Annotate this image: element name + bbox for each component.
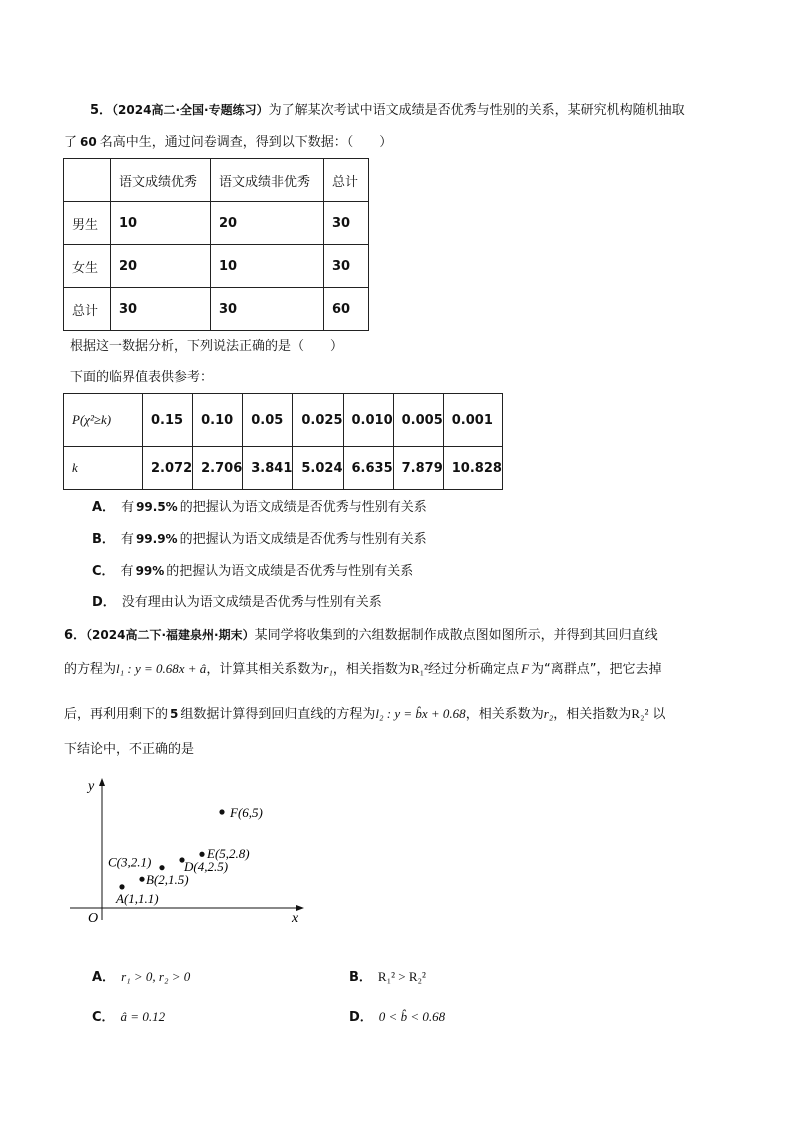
table-cell: 30 [211, 288, 324, 331]
q6-text: ，相关指数为 [332, 662, 411, 677]
table-cell: 0.025 [293, 394, 343, 447]
option-text: 的把握认为语文成绩是否优秀与性别有关系 [166, 564, 414, 579]
option-number: 99.5% [136, 500, 178, 514]
x-axis-label: x [292, 911, 299, 926]
q5-option-a[interactable] [92, 498, 427, 517]
q6-stem-text1: 某同学将收集到的六组数据制作成散点图如图所示，并得到其回归直线 [254, 628, 658, 643]
table-cell: 0.010 [343, 394, 393, 447]
q5-option-b[interactable] [92, 530, 427, 549]
option-label: A． [92, 500, 116, 515]
scatter-point-label: F(6,5) [230, 805, 263, 820]
q6-R1-squared: R₁² [410, 661, 429, 676]
table-cell: 男生 [64, 202, 111, 245]
q6-R2-squared: R₂² [631, 706, 649, 721]
q5-reference: 下面的临界值表供参考： [70, 370, 214, 385]
q6-text: 的方程为 [64, 662, 117, 677]
table-row [64, 202, 369, 245]
table-row-label: k [64, 447, 143, 490]
q5-critical-table [63, 393, 503, 490]
table-cell [64, 159, 111, 202]
q6-text: 为“离群点”，把它去掉 [531, 662, 662, 677]
option-text: 的把握认为语文成绩是否优秀与性别有关系 [179, 500, 427, 515]
option-number: 99.9% [135, 532, 178, 546]
q6-r2: r₂ [543, 706, 554, 721]
q6-number: 6． [64, 628, 87, 643]
table-row-label: P(χ²≥k) [64, 394, 143, 447]
table-cell: 0.001 [443, 394, 502, 447]
y-axis-arrow-icon [99, 778, 105, 786]
table-cell: 0.15 [143, 394, 193, 447]
q5-source: （2024高二·全国·专题练习） [112, 103, 269, 117]
q6-text: ，计算其相关系数为 [206, 662, 324, 677]
table-cell: 0.10 [193, 394, 243, 447]
q5-data-table [63, 158, 369, 331]
q6-text: 后，再利用剩下的 [64, 707, 169, 722]
q6-scatter-plot [60, 770, 320, 930]
q5-option-c[interactable] [92, 562, 413, 581]
table-cell: 2.706 [193, 447, 243, 490]
scatter-points [108, 805, 263, 906]
table-row [64, 288, 369, 331]
q6-source: （2024高二下·福建泉州·期末） [86, 628, 255, 642]
option-label: B． [92, 532, 115, 547]
table-row [64, 447, 503, 490]
table-cell: 女生 [64, 245, 111, 288]
option-text: 的把握认为语文成绩是否优秀与性别有关系 [179, 532, 427, 547]
table-cell: 0.05 [243, 394, 293, 447]
q6-count: 5 [170, 707, 179, 721]
q6-text: 经过分析确定点 [428, 662, 520, 677]
table-cell: 20 [111, 245, 211, 288]
scatter-point [159, 865, 164, 870]
option-label: D． [92, 595, 116, 610]
table-cell: 5.024 [293, 447, 343, 490]
table-cell: 30 [324, 245, 369, 288]
q6-option-d[interactable] [349, 1008, 445, 1027]
table-header: 总计 [324, 159, 369, 202]
scatter-point-label: B(2,1.5) [146, 872, 189, 888]
option-text: 0 < b̂ < 0.68 [378, 1009, 446, 1024]
scatter-point-label: A(1,1.1) [116, 890, 159, 906]
option-text-pre: 有 [120, 564, 134, 579]
table-cell: 7.879 [393, 447, 443, 490]
option-text: â = 0.12 [120, 1009, 166, 1024]
table-header: 语文成绩非优秀 [211, 159, 324, 202]
option-text: 没有理由认为语文成绩是否优秀与性别有关系 [121, 595, 382, 610]
q6-equation-l1: l₁ : y = 0.68x + â [116, 661, 207, 676]
scatter-point [119, 884, 124, 889]
q5-stem-line1 [90, 101, 685, 120]
table-cell: 30 [324, 202, 369, 245]
table-row [64, 159, 369, 202]
option-number: 99% [135, 564, 165, 578]
q6-equation-l2: l₂ : y = b̂x + 0.68 [375, 706, 466, 721]
table-cell: 0.005 [393, 394, 443, 447]
q6-text: 以 [652, 707, 666, 722]
table-cell: 30 [111, 288, 211, 331]
q5-stem-line2-pre: 了 [64, 135, 78, 150]
table-row [64, 394, 503, 447]
q6-option-c[interactable] [92, 1008, 165, 1027]
option-label: D． [349, 1010, 373, 1025]
y-axis-label: y [88, 779, 95, 794]
scatter-point [199, 852, 204, 857]
q6-stem-line3 [64, 705, 665, 724]
table-cell: 60 [324, 288, 369, 331]
q6-text: 组数据计算得到回归直线的方程为 [180, 707, 376, 722]
scatter-point-label: D(4,2.5) [184, 859, 229, 874]
table-cell: 2.072 [143, 447, 193, 490]
q5-number: 5． [90, 103, 113, 118]
q5-stem-text1: 为了解某次考试中语文成绩是否优秀与性别的关系，某研究机构随机抽取 [268, 103, 685, 118]
scatter-point-label: E(5,2.8) [207, 846, 250, 862]
q5-option-d[interactable] [92, 594, 382, 612]
scatter-point [219, 809, 224, 814]
table-cell: 3.841 [243, 447, 293, 490]
q6-stem-line1 [64, 626, 658, 645]
q6-point-f: F [521, 661, 530, 676]
scatter-point [139, 877, 144, 882]
table-cell: 10 [111, 202, 211, 245]
q6-text: ，相关指数为 [553, 707, 632, 722]
option-text-pre: 有 [120, 532, 134, 547]
option-text: R₁² > R₂² [377, 969, 426, 984]
q6-text: ，相关系数为 [465, 707, 544, 722]
q5-sample-size: 60 [80, 135, 97, 149]
table-row [64, 245, 369, 288]
option-label: C． [92, 1010, 115, 1025]
table-header: 语文成绩优秀 [111, 159, 211, 202]
table-cell: 6.635 [343, 447, 393, 490]
q6-stem-line4: 下结论中，不正确的是 [64, 742, 195, 757]
q5-analysis: 根据这一数据分析，下列说法正确的是（ ） [70, 339, 344, 354]
option-text-pre: 有 [121, 500, 135, 515]
q5-stem-line2 [64, 133, 392, 152]
table-cell: 10.828 [443, 447, 502, 490]
table-cell: 20 [211, 202, 324, 245]
q6-stem-line2 [64, 660, 662, 679]
option-text: r₁ > 0, r₂ > 0 [121, 969, 191, 984]
q5-stem-line2-post: 名高中生，通过问卷调查，得到以下数据：（ ） [99, 135, 393, 150]
q6-r1: r₁ [323, 661, 333, 676]
option-label: A． [92, 970, 116, 985]
option-label: B． [349, 970, 372, 985]
q6-option-b[interactable] [349, 968, 426, 987]
table-cell: 总计 [64, 288, 111, 331]
option-label: C． [92, 564, 115, 579]
origin-label: O [88, 911, 99, 926]
table-cell: 10 [211, 245, 324, 288]
scatter-point-label: C(3,2.1) [108, 854, 152, 870]
q6-option-a[interactable] [92, 968, 190, 987]
